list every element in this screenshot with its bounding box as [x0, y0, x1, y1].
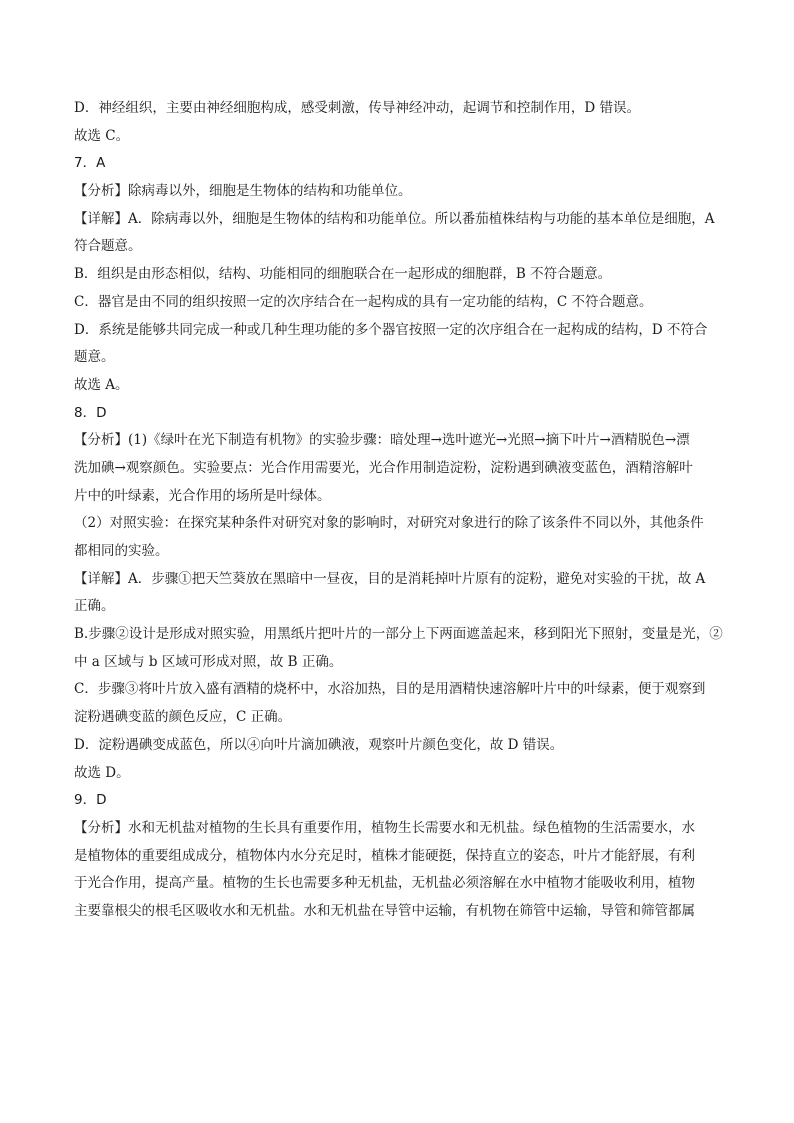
text-line: C．器官是由不同的组织按照一定的次序结合在一起构成的具有一定功能的结构，C 不符合题意。	[74, 293, 653, 310]
text-line: 【分析】除病毒以外，细胞是生物体的结构和功能单位。	[74, 183, 412, 200]
text-line: 片中的叶绿素，光合作用的场所是叶绿体。	[74, 487, 331, 504]
text-line: 中 a 区域与 b 区域可形成对照，故 B 正确。	[74, 653, 343, 670]
text-line: 【分析】(1)《绿叶在光下制造有机物》的实验步骤：暗处理→选叶遮光→光照→摘下叶片→酒精脱色→漂	[74, 432, 690, 449]
document-body	[74, 97, 740, 928]
question-number: 9．D	[74, 792, 107, 809]
text-line: 故选 A。	[74, 376, 129, 393]
text-line: B.步骤②设计是形成对照实验，用黑纸片把叶片的一部分上下两面遮盖起来，移到阳光下照射，变量是光，②	[74, 626, 723, 643]
text-line: 题意。	[74, 349, 115, 366]
text-line: 【详解】A．除病毒以外，细胞是生物体的结构和功能单位。所以番茄植株结构与功能的基本单位是细胞，A	[74, 210, 715, 227]
text-line: 正确。	[74, 598, 115, 615]
question-number: 8．D	[74, 404, 107, 421]
text-line: （2）对照实验：在探究某种条件对研究对象的影响时，对研究对象进行的除了该条件不同以外，其他条件	[74, 515, 704, 532]
text-line: D．神经组织，主要由神经细胞构成，感受刺激，传导神经冲动，起调节和控制作用，D 错误。	[74, 100, 640, 116]
text-line: 故选 D。	[74, 764, 130, 781]
text-line: 【详解】A．步骤①把天竺葵放在黑暗中一昼夜，目的是消耗掉叶片原有的淀粉，避免对实验的干扰，故 A	[74, 570, 706, 587]
text-line: 主要靠根尖的根毛区吸收水和无机盐。水和无机盐在导管中运输，有机物在筛管中运输，导管和筛管都属	[74, 902, 695, 919]
text-line: 符合题意。	[74, 238, 142, 255]
text-line: 都相同的实验。	[74, 543, 169, 559]
text-line: 是植物体的重要组成成分，植物体内水分充足时，植株才能硬挺，保持直立的姿态，叶片才能舒展，有利	[74, 847, 695, 864]
text-line: D．淀粉遇碘变成蓝色，所以④向叶片滴加碘液，观察叶片颜色变化，故 D 错误。	[74, 736, 564, 753]
text-line: B．组织是由形态相似，结构、功能相同的细胞联合在一起形成的细胞群，B 不符合题意。	[74, 266, 612, 283]
text-line: 故选 C。	[74, 127, 130, 144]
text-line: C．步骤③将叶片放入盛有酒精的烧杯中，水浴加热，目的是用酒精快速溶解叶片中的叶绿素，便于观察到	[74, 681, 706, 698]
text-line: 洗加碘→观察颜色。实验要点：光合作用需要光，光合作用制造淀粉，淀粉遇到碘液变蓝色，酒精溶解叶	[74, 459, 693, 476]
text-line: D．系统是能够共同完成一种或几种生理功能的多个器官按照一定的次序组合在一起构成的结构，D 不符合	[74, 321, 708, 338]
text-line: 【分析】水和无机盐对植物的生长具有重要作用，植物生长需要水和无机盐。绿色植物的生活需要水，水	[74, 819, 695, 836]
question-number: 7．A	[74, 155, 106, 172]
text-line: 于光合作用，提高产量。植物的生长也需要多种无机盐，无机盐必须溶解在水中植物才能吸收利用，植物	[74, 875, 695, 892]
text-line: 淀粉遇碘变蓝的颜色反应，C 正确。	[74, 709, 292, 726]
